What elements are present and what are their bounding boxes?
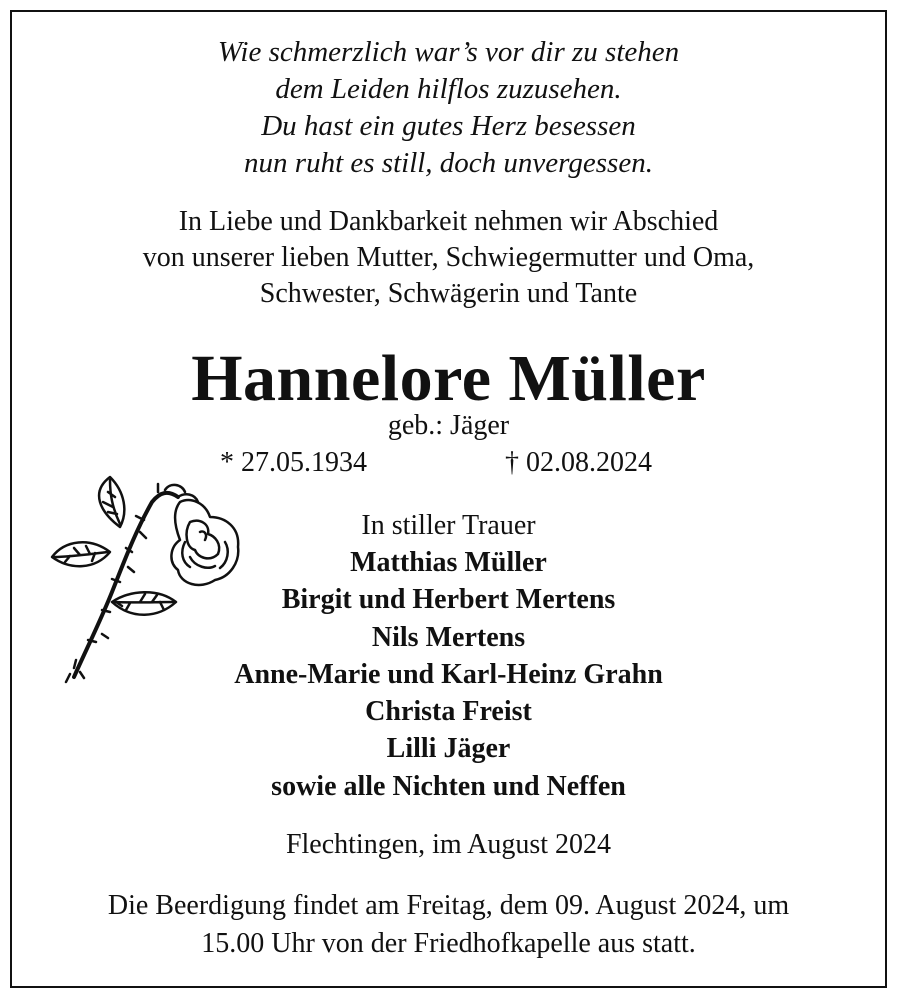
mourner: Nils Mertens: [371, 621, 526, 653]
poem-line: Wie schmerzlich war’s vor dir zu stehen: [217, 36, 680, 68]
funeral-line: Die Beerdigung findet am Freitag, dem 09. August 2024, um: [107, 890, 790, 921]
place-date: Flechtingen, im August 2024: [285, 829, 612, 860]
mourner: Lilli Jäger: [386, 733, 511, 765]
birth-date: * 27.05.1934: [220, 447, 367, 478]
funeral-notice: [12, 887, 885, 963]
intro-line: von unserer lieben Mutter, Schwiegermutter und Oma,: [142, 242, 755, 273]
mourning-heading: In stiller Trauer: [361, 510, 536, 541]
mourners-list: [12, 544, 885, 805]
poem-line: dem Leiden hilflos zuzusehen.: [275, 73, 622, 105]
poem-line: nun ruht es still, doch unvergessen.: [244, 147, 653, 179]
mourner: Anne-Marie und Karl-Heinz Grahn: [234, 658, 663, 690]
poem-line: Du hast ein gutes Herz besessen: [261, 110, 636, 142]
mourner: sowie alle Nichten und Neffen: [271, 770, 626, 802]
intro-line: In Liebe und Dankbarkeit nehmen wir Abschied: [178, 206, 719, 237]
deceased-name: Hannelore Müller: [191, 342, 706, 415]
intro-line: Schwester, Schwägerin und Tante: [259, 278, 638, 309]
birth-name: geb.: Jäger: [387, 410, 510, 441]
poem: [12, 34, 885, 182]
intro-text: [12, 204, 885, 312]
mourner: Matthias Müller: [350, 547, 547, 578]
death-date: † 02.08.2024: [505, 447, 652, 478]
obituary-frame: [10, 10, 887, 988]
funeral-line: 15.00 Uhr von der Friedhofkapelle aus statt.: [201, 928, 696, 959]
mourner: Christa Freist: [365, 696, 532, 728]
mourner: Birgit und Herbert Mertens: [281, 584, 616, 616]
